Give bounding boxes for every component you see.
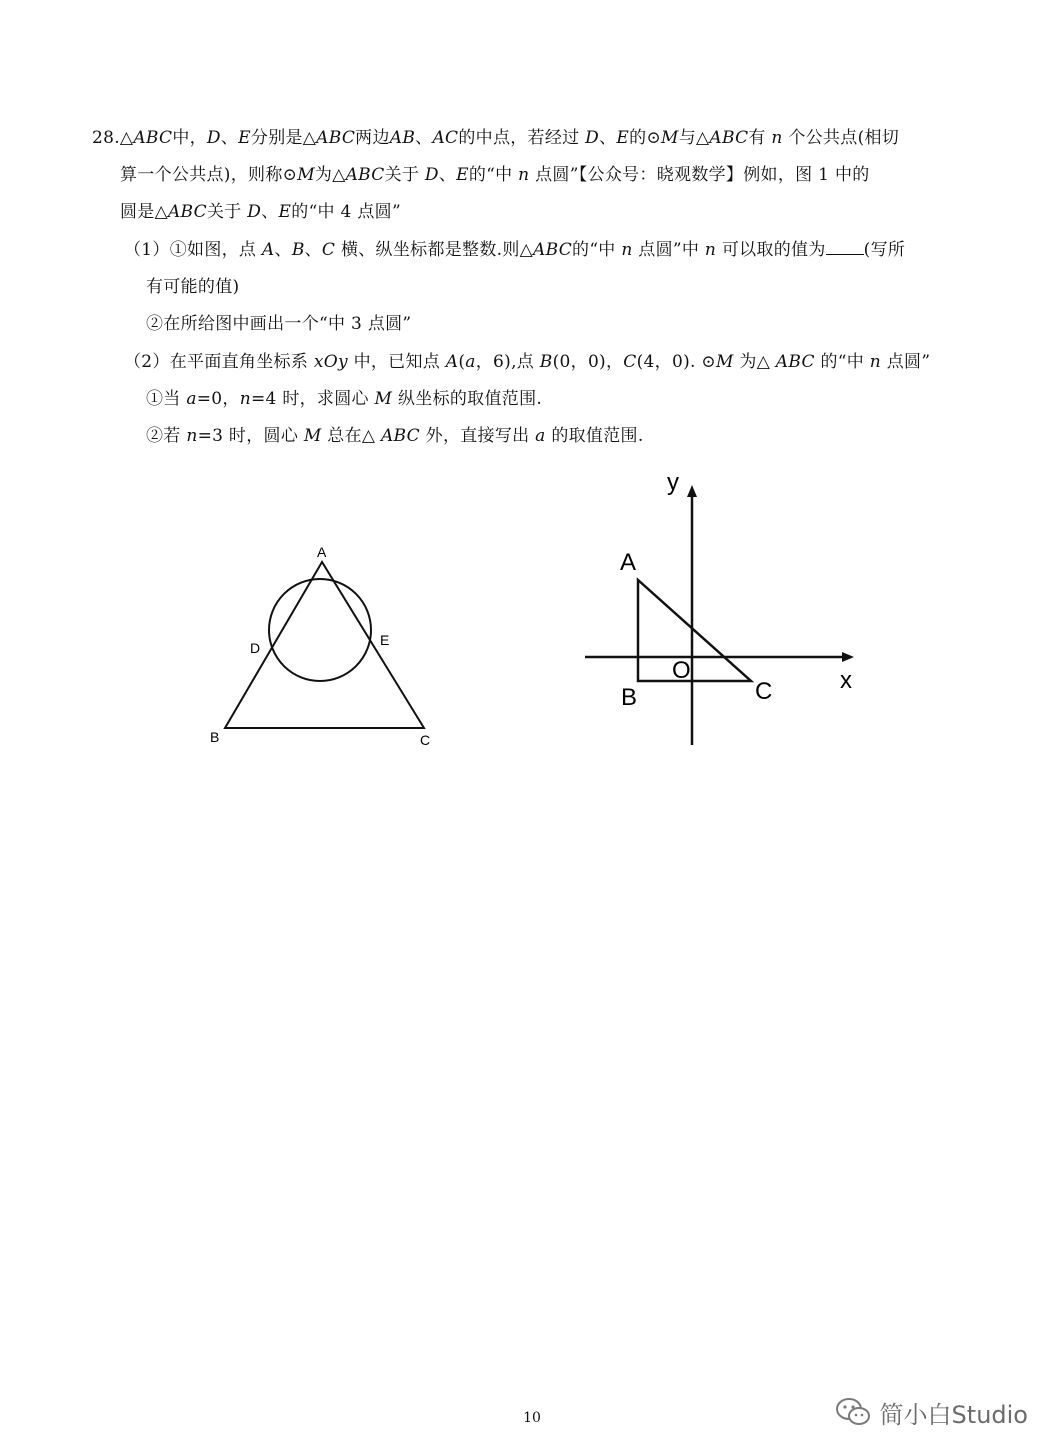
problem-line-9: ②若 n=3 时，圆心 M 总在△ ABC 外，直接写出 a 的取值范围. [146, 426, 644, 446]
label-y: y [667, 469, 679, 496]
watermark [834, 1394, 1028, 1430]
figure-2-coordinate-plane [575, 465, 865, 755]
label-c: C [755, 678, 773, 705]
problem-line-8: ①当 a=0，n=4 时，求圆心 M 纵坐标的取值范围. [146, 389, 543, 409]
label-o: O [672, 657, 691, 684]
problem-line-7: （2）在平面直角坐标系 xOy 中，已知点 A(a，6),点 B(0，0)，C(4，0). ⊙M 为△ ABC 的“中 n 点圆” [124, 352, 931, 372]
problem-line-4: （1）①如图，点 A、B、C 横、纵坐标都是整数.则△ABC的“中 n 点圆”中 n 可以取的值为 (写所 [124, 240, 906, 260]
problem-line-2: 算一个公共点)，则称⊙M为△ABC关于 D、E的“中 n 点圆”【公众号：晓观数学】例如，图 1 中的 [120, 165, 870, 185]
circle-m [269, 579, 371, 681]
x-axis-arrow [842, 652, 854, 662]
figure-1-triangle-circle [190, 535, 450, 755]
watermark-text: 简小白Studio [879, 1400, 1028, 1429]
answer-blank [826, 238, 864, 255]
label-a: A [317, 544, 327, 560]
wechat-icon [834, 1396, 874, 1428]
problem-line-3: 圆是△ABC关于 D、E的“中 4 点圆” [120, 202, 401, 222]
label-c: C [420, 732, 431, 748]
triangle-abc-plane [638, 580, 751, 681]
label-b: B [210, 729, 220, 745]
page-number: 10 [523, 1410, 541, 1426]
label-x: x [840, 667, 852, 694]
label-d: D [250, 640, 261, 656]
label-e: E [380, 632, 390, 648]
label-b: B [621, 684, 638, 711]
problem-line-5: 有可能的值) [146, 277, 240, 297]
problem-line-1: 28.△ABC中，D、E分别是△ABC两边AB、AC的中点，若经过 D、E的⊙M与△ABC有 n 个公共点(相切 [92, 128, 900, 148]
y-axis-arrow [687, 485, 697, 497]
problem-line-6: ②在所给图中画出一个“中 3 点圆” [146, 314, 412, 334]
label-a: A [620, 549, 637, 576]
